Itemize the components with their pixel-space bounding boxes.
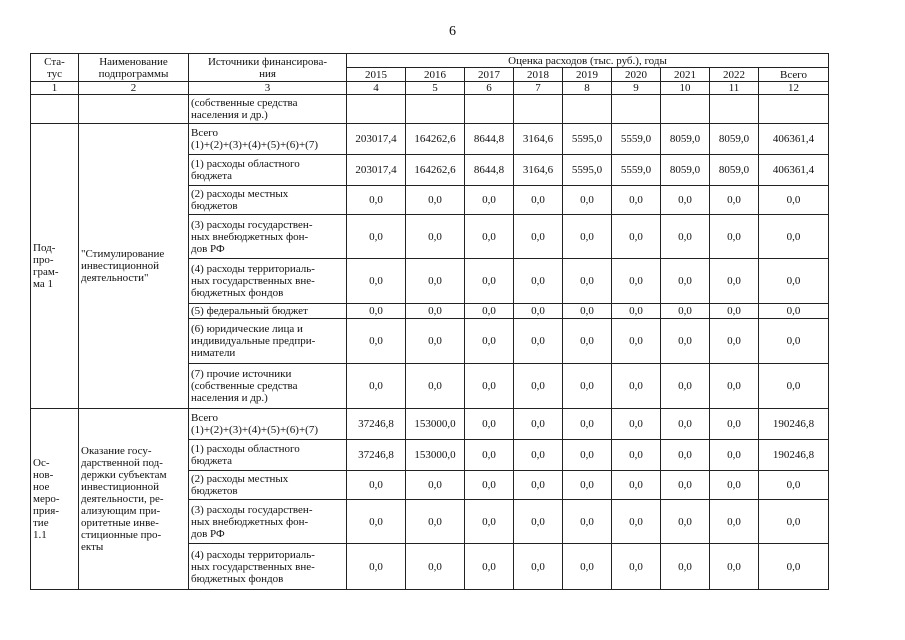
value-cell: 0,0 <box>465 500 514 544</box>
value-cell: 0,0 <box>710 259 759 304</box>
value-cell: 0,0 <box>465 440 514 471</box>
value-cell: 0,0 <box>406 215 465 259</box>
status-cell <box>31 95 79 124</box>
value-cell: 0,0 <box>406 500 465 544</box>
value-cell: 0,0 <box>465 215 514 259</box>
header-year: 2020 <box>612 68 661 82</box>
value-cell: 0,0 <box>514 304 563 319</box>
value-cell: 0,0 <box>406 471 465 500</box>
value-cell <box>710 95 759 124</box>
value-cell: 0,0 <box>514 471 563 500</box>
value-cell: 0,0 <box>563 409 612 440</box>
status-cell: Ос- нов- ное меро- прия- тие 1.1 <box>31 409 79 590</box>
value-cell: 0,0 <box>563 215 612 259</box>
value-cell: 5595,0 <box>563 124 612 155</box>
value-cell: 0,0 <box>612 409 661 440</box>
status-cell: Под- про- грам- ма 1 <box>31 124 79 409</box>
value-cell: 0,0 <box>612 259 661 304</box>
header-row <box>31 54 829 68</box>
value-cell <box>406 95 465 124</box>
value-cell: 406361,4 <box>759 155 829 186</box>
value-cell: 0,0 <box>759 544 829 590</box>
column-index: 9 <box>612 82 661 95</box>
value-cell: 0,0 <box>612 319 661 364</box>
value-cell: 0,0 <box>465 544 514 590</box>
table-body <box>31 54 829 590</box>
value-cell <box>661 95 710 124</box>
value-cell: 0,0 <box>347 544 406 590</box>
value-cell: 0,0 <box>563 544 612 590</box>
value-cell: 0,0 <box>563 259 612 304</box>
value-cell: 0,0 <box>759 500 829 544</box>
value-cell: 8644,8 <box>465 124 514 155</box>
value-cell: 0,0 <box>347 319 406 364</box>
value-cell: 0,0 <box>406 304 465 319</box>
value-cell: 0,0 <box>612 500 661 544</box>
value-cell: 0,0 <box>759 186 829 215</box>
value-cell: 0,0 <box>514 364 563 409</box>
value-cell: 0,0 <box>465 319 514 364</box>
source-cell: (3) расходы государствен- ных внебюджетных фон- дов РФ <box>189 500 347 544</box>
value-cell: 0,0 <box>759 215 829 259</box>
name-cell: "Стимулирование инвестиционной деятельности" <box>79 124 189 409</box>
value-cell: 8644,8 <box>465 155 514 186</box>
source-cell: (5) федеральный бюджет <box>189 304 347 319</box>
value-cell: 0,0 <box>406 364 465 409</box>
value-cell: 0,0 <box>661 440 710 471</box>
value-cell: 153000,0 <box>406 440 465 471</box>
value-cell: 0,0 <box>759 319 829 364</box>
value-cell: 0,0 <box>759 471 829 500</box>
name-cell <box>79 95 189 124</box>
value-cell: 0,0 <box>563 319 612 364</box>
value-cell: 0,0 <box>465 304 514 319</box>
value-cell: 0,0 <box>406 319 465 364</box>
value-cell: 8059,0 <box>710 124 759 155</box>
value-cell <box>563 95 612 124</box>
value-cell: 0,0 <box>563 364 612 409</box>
value-cell: 0,0 <box>563 471 612 500</box>
value-cell: 0,0 <box>710 471 759 500</box>
value-cell: 0,0 <box>710 409 759 440</box>
value-cell: 37246,8 <box>347 409 406 440</box>
value-cell: 0,0 <box>465 364 514 409</box>
value-cell: 0,0 <box>563 186 612 215</box>
page-number: 6 <box>449 24 456 39</box>
value-cell: 8059,0 <box>661 124 710 155</box>
column-index: 8 <box>563 82 612 95</box>
value-cell: 0,0 <box>710 304 759 319</box>
value-cell: 0,0 <box>406 186 465 215</box>
value-cell: 190246,8 <box>759 409 829 440</box>
header-estimate: Оценка расходов (тыс. руб.), годы <box>347 54 829 68</box>
column-index: 3 <box>189 82 347 95</box>
source-cell: (4) расходы территориаль- ных государственных вне- бюджетных фондов <box>189 259 347 304</box>
value-cell: 0,0 <box>347 186 406 215</box>
source-cell: (1) расходы областного бюджета <box>189 155 347 186</box>
header-year: 2015 <box>347 68 406 82</box>
value-cell: 0,0 <box>347 500 406 544</box>
value-cell: 203017,4 <box>347 124 406 155</box>
value-cell <box>465 95 514 124</box>
source-cell: (4) расходы территориаль- ных государственных вне- бюджетных фондов <box>189 544 347 590</box>
source-cell: (3) расходы государствен- ных внебюджетных фон- дов РФ <box>189 215 347 259</box>
header-sources: Источники финансирова- ния <box>189 54 347 82</box>
value-cell: 203017,4 <box>347 155 406 186</box>
value-cell <box>514 95 563 124</box>
value-cell: 0,0 <box>465 186 514 215</box>
value-cell: 0,0 <box>612 215 661 259</box>
value-cell <box>612 95 661 124</box>
value-cell: 8059,0 <box>710 155 759 186</box>
value-cell: 0,0 <box>347 215 406 259</box>
table-row <box>31 124 829 155</box>
header-year: 2022 <box>710 68 759 82</box>
value-cell: 0,0 <box>465 471 514 500</box>
value-cell: 5559,0 <box>612 155 661 186</box>
value-cell: 0,0 <box>710 364 759 409</box>
column-index: 2 <box>79 82 189 95</box>
source-cell: (2) расходы местных бюджетов <box>189 186 347 215</box>
column-index: 10 <box>661 82 710 95</box>
value-cell: 3164,6 <box>514 124 563 155</box>
value-cell: 0,0 <box>612 186 661 215</box>
source-cell: Всего (1)+(2)+(3)+(4)+(5)+(6)+(7) <box>189 124 347 155</box>
value-cell: 0,0 <box>612 471 661 500</box>
value-cell: 0,0 <box>661 544 710 590</box>
column-index: 4 <box>347 82 406 95</box>
value-cell: 0,0 <box>514 409 563 440</box>
value-cell: 0,0 <box>710 500 759 544</box>
value-cell: 0,0 <box>661 364 710 409</box>
source-cell: (1) расходы областного бюджета <box>189 440 347 471</box>
value-cell: 0,0 <box>612 364 661 409</box>
value-cell: 0,0 <box>759 259 829 304</box>
name-cell: Оказание госу- дарственной под- держки субъектам инвестиционной деятельности, ре- ализующим при- оритетные инве- стиционные про- екты <box>79 409 189 590</box>
value-cell: 0,0 <box>661 409 710 440</box>
value-cell: 0,0 <box>710 319 759 364</box>
value-cell: 0,0 <box>661 215 710 259</box>
value-cell: 0,0 <box>563 440 612 471</box>
value-cell: 0,0 <box>661 186 710 215</box>
value-cell: 0,0 <box>661 304 710 319</box>
column-index: 6 <box>465 82 514 95</box>
value-cell: 0,0 <box>661 259 710 304</box>
column-index: 12 <box>759 82 829 95</box>
value-cell: 0,0 <box>465 259 514 304</box>
value-cell <box>347 95 406 124</box>
value-cell: 3164,6 <box>514 155 563 186</box>
value-cell: 0,0 <box>612 304 661 319</box>
value-cell: 0,0 <box>514 319 563 364</box>
index-row <box>31 82 829 95</box>
value-cell <box>759 95 829 124</box>
value-cell: 0,0 <box>563 500 612 544</box>
value-cell: 5559,0 <box>612 124 661 155</box>
value-cell: 0,0 <box>612 544 661 590</box>
value-cell: 0,0 <box>612 440 661 471</box>
value-cell: 0,0 <box>759 364 829 409</box>
column-index: 11 <box>710 82 759 95</box>
value-cell: 0,0 <box>514 259 563 304</box>
header-status: Ста- тус <box>31 54 79 82</box>
value-cell: 0,0 <box>514 215 563 259</box>
column-index: 5 <box>406 82 465 95</box>
header-year: 2019 <box>563 68 612 82</box>
value-cell: 0,0 <box>514 544 563 590</box>
header-year: 2016 <box>406 68 465 82</box>
header-name: Наименование подпрограммы <box>79 54 189 82</box>
source-cell: (7) прочие источники (собственные средства населения и др.) <box>189 364 347 409</box>
expense-table <box>30 53 829 590</box>
column-index: 7 <box>514 82 563 95</box>
source-cell: (6) юридические лица и индивидуальные предпри- ниматели <box>189 319 347 364</box>
value-cell: 0,0 <box>563 304 612 319</box>
value-cell: 0,0 <box>514 440 563 471</box>
value-cell: 0,0 <box>514 500 563 544</box>
value-cell: 0,0 <box>347 304 406 319</box>
value-cell: 37246,8 <box>347 440 406 471</box>
value-cell: 0,0 <box>710 544 759 590</box>
header-year: Всего <box>759 68 829 82</box>
value-cell: 0,0 <box>661 471 710 500</box>
value-cell: 0,0 <box>710 186 759 215</box>
value-cell: 0,0 <box>661 500 710 544</box>
value-cell: 0,0 <box>661 319 710 364</box>
value-cell: 5595,0 <box>563 155 612 186</box>
value-cell: 0,0 <box>710 215 759 259</box>
value-cell: 0,0 <box>347 364 406 409</box>
header-year: 2017 <box>465 68 514 82</box>
value-cell: 0,0 <box>406 259 465 304</box>
value-cell: 0,0 <box>759 304 829 319</box>
value-cell: 190246,8 <box>759 440 829 471</box>
value-cell: 0,0 <box>465 409 514 440</box>
value-cell: 406361,4 <box>759 124 829 155</box>
value-cell: 0,0 <box>710 440 759 471</box>
source-cell: (собственные средства населения и др.) <box>189 95 347 124</box>
value-cell: 164262,6 <box>406 124 465 155</box>
column-index: 1 <box>31 82 79 95</box>
value-cell: 0,0 <box>514 186 563 215</box>
header-year: 2021 <box>661 68 710 82</box>
value-cell: 8059,0 <box>661 155 710 186</box>
value-cell: 153000,0 <box>406 409 465 440</box>
value-cell: 0,0 <box>406 544 465 590</box>
table-row <box>31 409 829 440</box>
value-cell: 0,0 <box>347 471 406 500</box>
value-cell: 0,0 <box>347 259 406 304</box>
header-year: 2018 <box>514 68 563 82</box>
source-cell: (2) расходы местных бюджетов <box>189 471 347 500</box>
continuation-row <box>31 95 829 124</box>
value-cell: 164262,6 <box>406 155 465 186</box>
source-cell: Всего (1)+(2)+(3)+(4)+(5)+(6)+(7) <box>189 409 347 440</box>
